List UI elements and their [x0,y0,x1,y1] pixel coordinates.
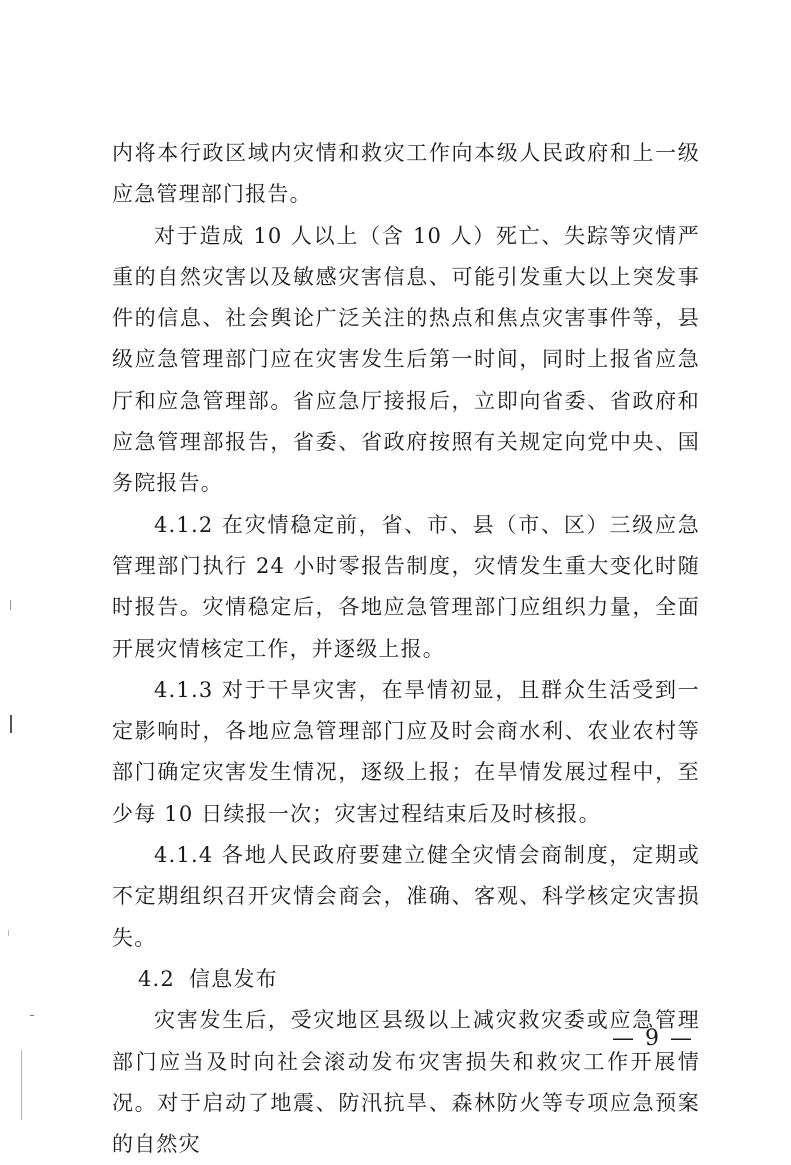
scan-artifact [8,930,9,936]
section-title: 信息发布 [189,966,278,991]
paragraph-casualty-reporting: 对于造成 10 人以上（含 10 人）死亡、失踪等灾情严重的自然灾害以及敏感灾害信息、可能引发重大以上突发事件的信息、社会舆论广泛关注的热点和焦点灾害事件等，县级应急管理部门应在灾害发生后第一时间，同时上报省应急厅和应急管理部。省应急厅接报后，立即向省委、省政府和应急管理部报告，省委、省政府按照有关规定向党中央、国务院报告。 [112,223,700,496]
page-number: — 9 — [612,1026,694,1051]
section-number: 4.2 [138,966,175,991]
scan-artifact [10,715,12,733]
scan-artifact [21,1050,22,1120]
scan-artifact [30,1015,34,1016]
scan-artifact [10,600,11,610]
paragraph-info-release: 灾害发生后，受灾地区县级以上减灾救灾委或应急管理部门应当及时向社会滚动发布灾害损失和救灾工作开展情况。对于启动了地震、防汛抗旱、森林防火等专项应急预案的自然灾 [112,1008,700,1157]
paragraph-4-1-2: 4.1.2 在灾情稳定前，省、市、县（市、区）三级应急管理部门执行 24 小时零报告制度，灾情发生重大变化时随时报告。灾情稳定后，各地应急管理部门应组织力量，全面开展灾情核定工作，并逐级上报。 [112,512,700,661]
section-heading-4-2 [112,959,700,1000]
paragraph-4-1-3: 4.1.3 对于干旱灾害，在旱情初显，且群众生活受到一定影响时，各地应急管理部门应及时会商水利、农业农村等部门确定灾害发生情况，逐级上报；在旱情发展过程中，至少每 10 日续报一次；灾害过程结束后及时核报。 [112,677,700,826]
paragraph-continuation: 内将本行政区域内灾情和救灾工作向本级人民政府和上一级应急管理部门报告。 [112,141,700,207]
document-body [112,133,700,1165]
paragraph-4-1-4: 4.1.4 各地人民政府要建立健全灾情会商制度，定期或不定期组织召开灾情会商会，准确、客观、科学核定灾害损失。 [112,843,700,950]
